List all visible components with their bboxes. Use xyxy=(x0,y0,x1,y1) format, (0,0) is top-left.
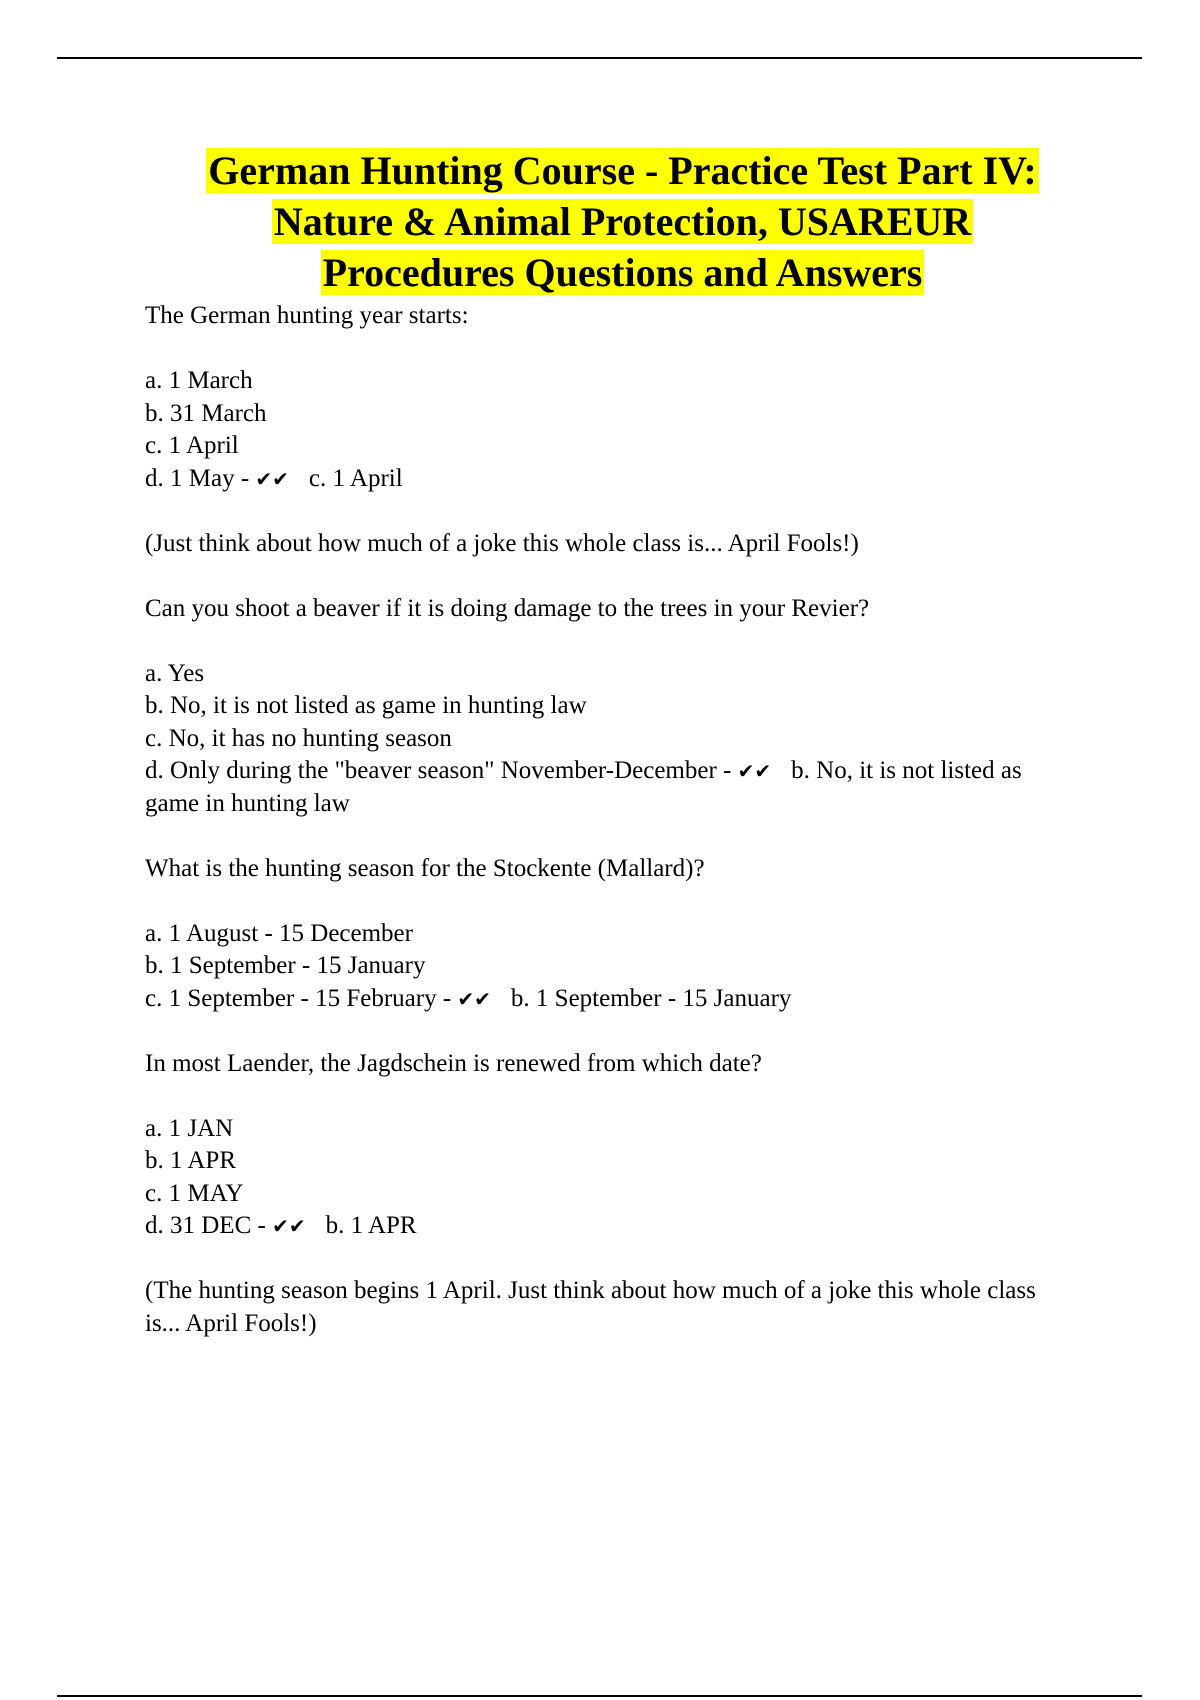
question-4-options xyxy=(145,1113,1060,1243)
q4-option-c: c. 1 MAY xyxy=(145,1179,244,1207)
top-rule xyxy=(57,57,1142,59)
check-icon: ✔✔ xyxy=(255,466,289,491)
question-4-text: In most Laender, the Jagdschein is renewed from which date? xyxy=(145,1049,762,1077)
q3-option-b: b. 1 September - 15 January xyxy=(145,952,426,979)
q1-option-a: a. 1 March xyxy=(145,367,253,394)
document-title xyxy=(120,145,1125,298)
q1-option-d: d. 1 May - xyxy=(145,464,250,492)
question-1-text: The German hunting year starts: xyxy=(145,302,469,329)
document-body xyxy=(145,300,1060,1373)
check-icon: ✔✔ xyxy=(457,986,491,1011)
q1-note: (Just think about how much of a joke this whole class is... April Fools!) xyxy=(145,529,859,557)
title-line-3: Procedures Questions and Answers xyxy=(322,250,923,295)
q4-answer: b. 1 APR xyxy=(325,1212,417,1239)
q2-option-a: a. Yes xyxy=(145,659,205,687)
q4-option-d-with-answer xyxy=(145,1210,1060,1243)
question-3-options xyxy=(145,918,1060,1016)
q2-option-d: d. Only during the "beaver season" November-December - xyxy=(145,757,732,784)
q3-option-a: a. 1 August - 15 December xyxy=(145,919,413,947)
q3-answer: b. 1 September - 15 January xyxy=(510,984,792,1012)
check-icon: ✔✔ xyxy=(737,759,772,783)
q2-option-d-with-answer xyxy=(145,755,1060,820)
q4-option-a: a. 1 JAN xyxy=(145,1114,234,1142)
question-2-options xyxy=(145,658,1060,821)
check-icon: ✔✔ xyxy=(272,1214,306,1238)
q3-option-c: c. 1 September - 15 February - xyxy=(145,984,452,1012)
title-line-2: Nature & Animal Protection, USAREUR xyxy=(273,199,972,244)
bottom-rule xyxy=(57,1695,1142,1697)
q4-option-d: d. 31 DEC - xyxy=(145,1212,266,1239)
q2-option-b: b. No, it is not listed as game in hunting law xyxy=(145,692,587,719)
title-line-1: German Hunting Course - Practice Test Part IV: xyxy=(208,148,1037,193)
question-2-text: Can you shoot a beaver if it is doing damage to the trees in your Revier? xyxy=(145,594,870,622)
question-1-options xyxy=(145,365,1060,495)
q2-option-c: c. No, it has no hunting season xyxy=(145,724,452,752)
q1-option-b: b. 31 March xyxy=(145,399,267,427)
q2-answer: b. No, it is not listed as game in hunting law xyxy=(145,757,1022,817)
q1-option-c: c. 1 April xyxy=(145,432,239,459)
q3-option-c-with-answer xyxy=(145,983,1060,1016)
question-3-text: What is the hunting season for the Stockente (Mallard)? xyxy=(145,854,705,882)
q1-option-d-with-answer xyxy=(145,463,1060,496)
q4-note: (The hunting season begins 1 April. Just think about how much of a joke this whole class is... April Fools!) xyxy=(145,1277,1036,1337)
q4-option-b: b. 1 APR xyxy=(145,1147,237,1174)
q1-answer: c. 1 April xyxy=(308,464,403,492)
